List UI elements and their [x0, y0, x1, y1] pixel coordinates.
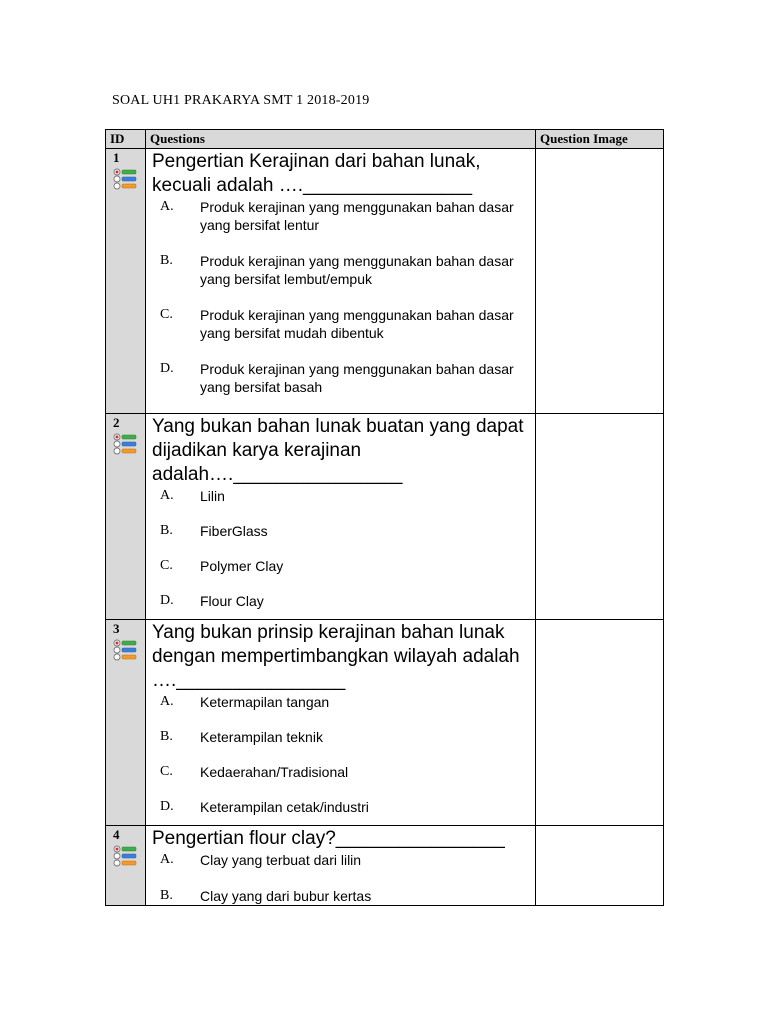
option-text: Produk kerajinan yang menggunakan bahan dasar yang bersifat basah [200, 361, 514, 395]
answer-option[interactable] [152, 487, 531, 505]
question-content-cell [146, 149, 536, 414]
answer-options [152, 851, 531, 905]
option-letter: C. [160, 307, 173, 322]
question-row [106, 414, 664, 620]
question-row [106, 620, 664, 826]
multiple-choice-icon [113, 638, 137, 662]
option-text: Produk kerajinan yang menggunakan bahan dasar yang bersifat mudah dibentuk [200, 307, 514, 341]
question-text [152, 150, 531, 198]
question-number: 2 [113, 415, 120, 430]
answer-option[interactable] [152, 592, 531, 610]
option-text: Produk kerajinan yang menggunakan bahan dasar yang bersifat lentur [200, 199, 514, 233]
question-content-cell [146, 620, 536, 826]
question-image-cell [536, 414, 664, 620]
question-id-cell [106, 826, 146, 906]
option-text: Clay yang terbuat dari lilin [200, 852, 362, 868]
question-content-cell [146, 414, 536, 620]
question-prompt: Pengertian Kerajinan dari bahan lunak, kecuali adalah …. [152, 151, 481, 196]
question-id-cell [106, 149, 146, 414]
answer-options [152, 487, 531, 610]
answer-option[interactable] [152, 252, 531, 288]
question-table [105, 129, 664, 906]
option-text: Polymer Clay [200, 558, 284, 574]
option-letter: B. [160, 523, 173, 538]
option-text: Clay yang dari bubur kertas [200, 888, 372, 904]
option-letter: D. [160, 799, 174, 814]
answer-option[interactable] [152, 693, 531, 711]
multiple-choice-icon [113, 432, 137, 456]
question-prompt: Pengertian flour clay? [152, 828, 336, 849]
question-image-cell [536, 620, 664, 826]
answer-option[interactable] [152, 557, 531, 575]
option-letter: B. [160, 253, 173, 268]
option-text: Keterampilan teknik [200, 729, 323, 745]
question-number: 1 [113, 150, 120, 165]
answer-option[interactable] [152, 306, 531, 342]
option-letter: A. [160, 852, 174, 867]
question-text [152, 621, 531, 693]
question-number: 4 [113, 827, 120, 842]
answer-option[interactable] [152, 851, 531, 869]
answer-option[interactable] [152, 360, 531, 396]
answer-option[interactable] [152, 728, 531, 746]
answer-options [152, 693, 531, 816]
header-id: ID [106, 130, 146, 149]
question-image-cell [536, 149, 664, 414]
option-letter: A. [160, 488, 174, 503]
option-text: Keterampilan cetak/industri [200, 799, 369, 815]
question-content-cell [146, 826, 536, 906]
option-text: Kedaerahan/Tradisional [200, 764, 349, 780]
multiple-choice-icon [113, 844, 137, 868]
option-letter: A. [160, 694, 174, 709]
document-title: SOAL UH1 PRAKARYA SMT 1 2018-2019 [112, 93, 370, 108]
option-letter: A. [160, 199, 174, 214]
answer-blank: ________________ [233, 464, 403, 485]
question-id-cell [106, 414, 146, 620]
answer-option[interactable] [152, 522, 531, 540]
option-letter: B. [160, 729, 173, 744]
answer-option[interactable] [152, 763, 531, 781]
header-question-image: Question Image [536, 130, 664, 149]
question-text [152, 415, 531, 487]
option-letter: C. [160, 558, 173, 573]
answer-option[interactable] [152, 887, 531, 905]
answer-blank: ________________ [335, 828, 505, 849]
question-image-cell [536, 826, 664, 906]
answer-blank: ________________ [303, 175, 473, 196]
question-number: 3 [113, 621, 120, 636]
option-text: FiberGlass [200, 523, 268, 539]
question-row [106, 826, 664, 906]
answer-blank: ________________ [176, 670, 346, 691]
option-letter: D. [160, 593, 174, 608]
option-text: Produk kerajinan yang menggunakan bahan dasar yang bersifat lembut/empuk [200, 253, 514, 287]
question-id-cell [106, 620, 146, 826]
option-text: Ketermapilan tangan [200, 694, 330, 710]
question-prompt: Yang bukan prinsip kerajinan bahan lunak dengan mempertimbangkan wilayah adalah …. [152, 622, 520, 691]
option-letter: D. [160, 361, 174, 376]
question-prompt: Yang bukan bahan lunak buatan yang dapat dijadikan karya kerajinan adalah…. [152, 416, 524, 485]
multiple-choice-icon [113, 167, 137, 191]
option-text: Flour Clay [200, 593, 264, 609]
table-header-row [106, 130, 664, 149]
option-letter: B. [160, 888, 173, 903]
option-letter: C. [160, 764, 173, 779]
header-questions: Questions [146, 130, 536, 149]
answer-options [152, 198, 531, 396]
answer-option[interactable] [152, 798, 531, 816]
answer-option[interactable] [152, 198, 531, 234]
question-row [106, 149, 664, 414]
option-text: Lilin [200, 488, 225, 504]
question-text [152, 827, 531, 851]
